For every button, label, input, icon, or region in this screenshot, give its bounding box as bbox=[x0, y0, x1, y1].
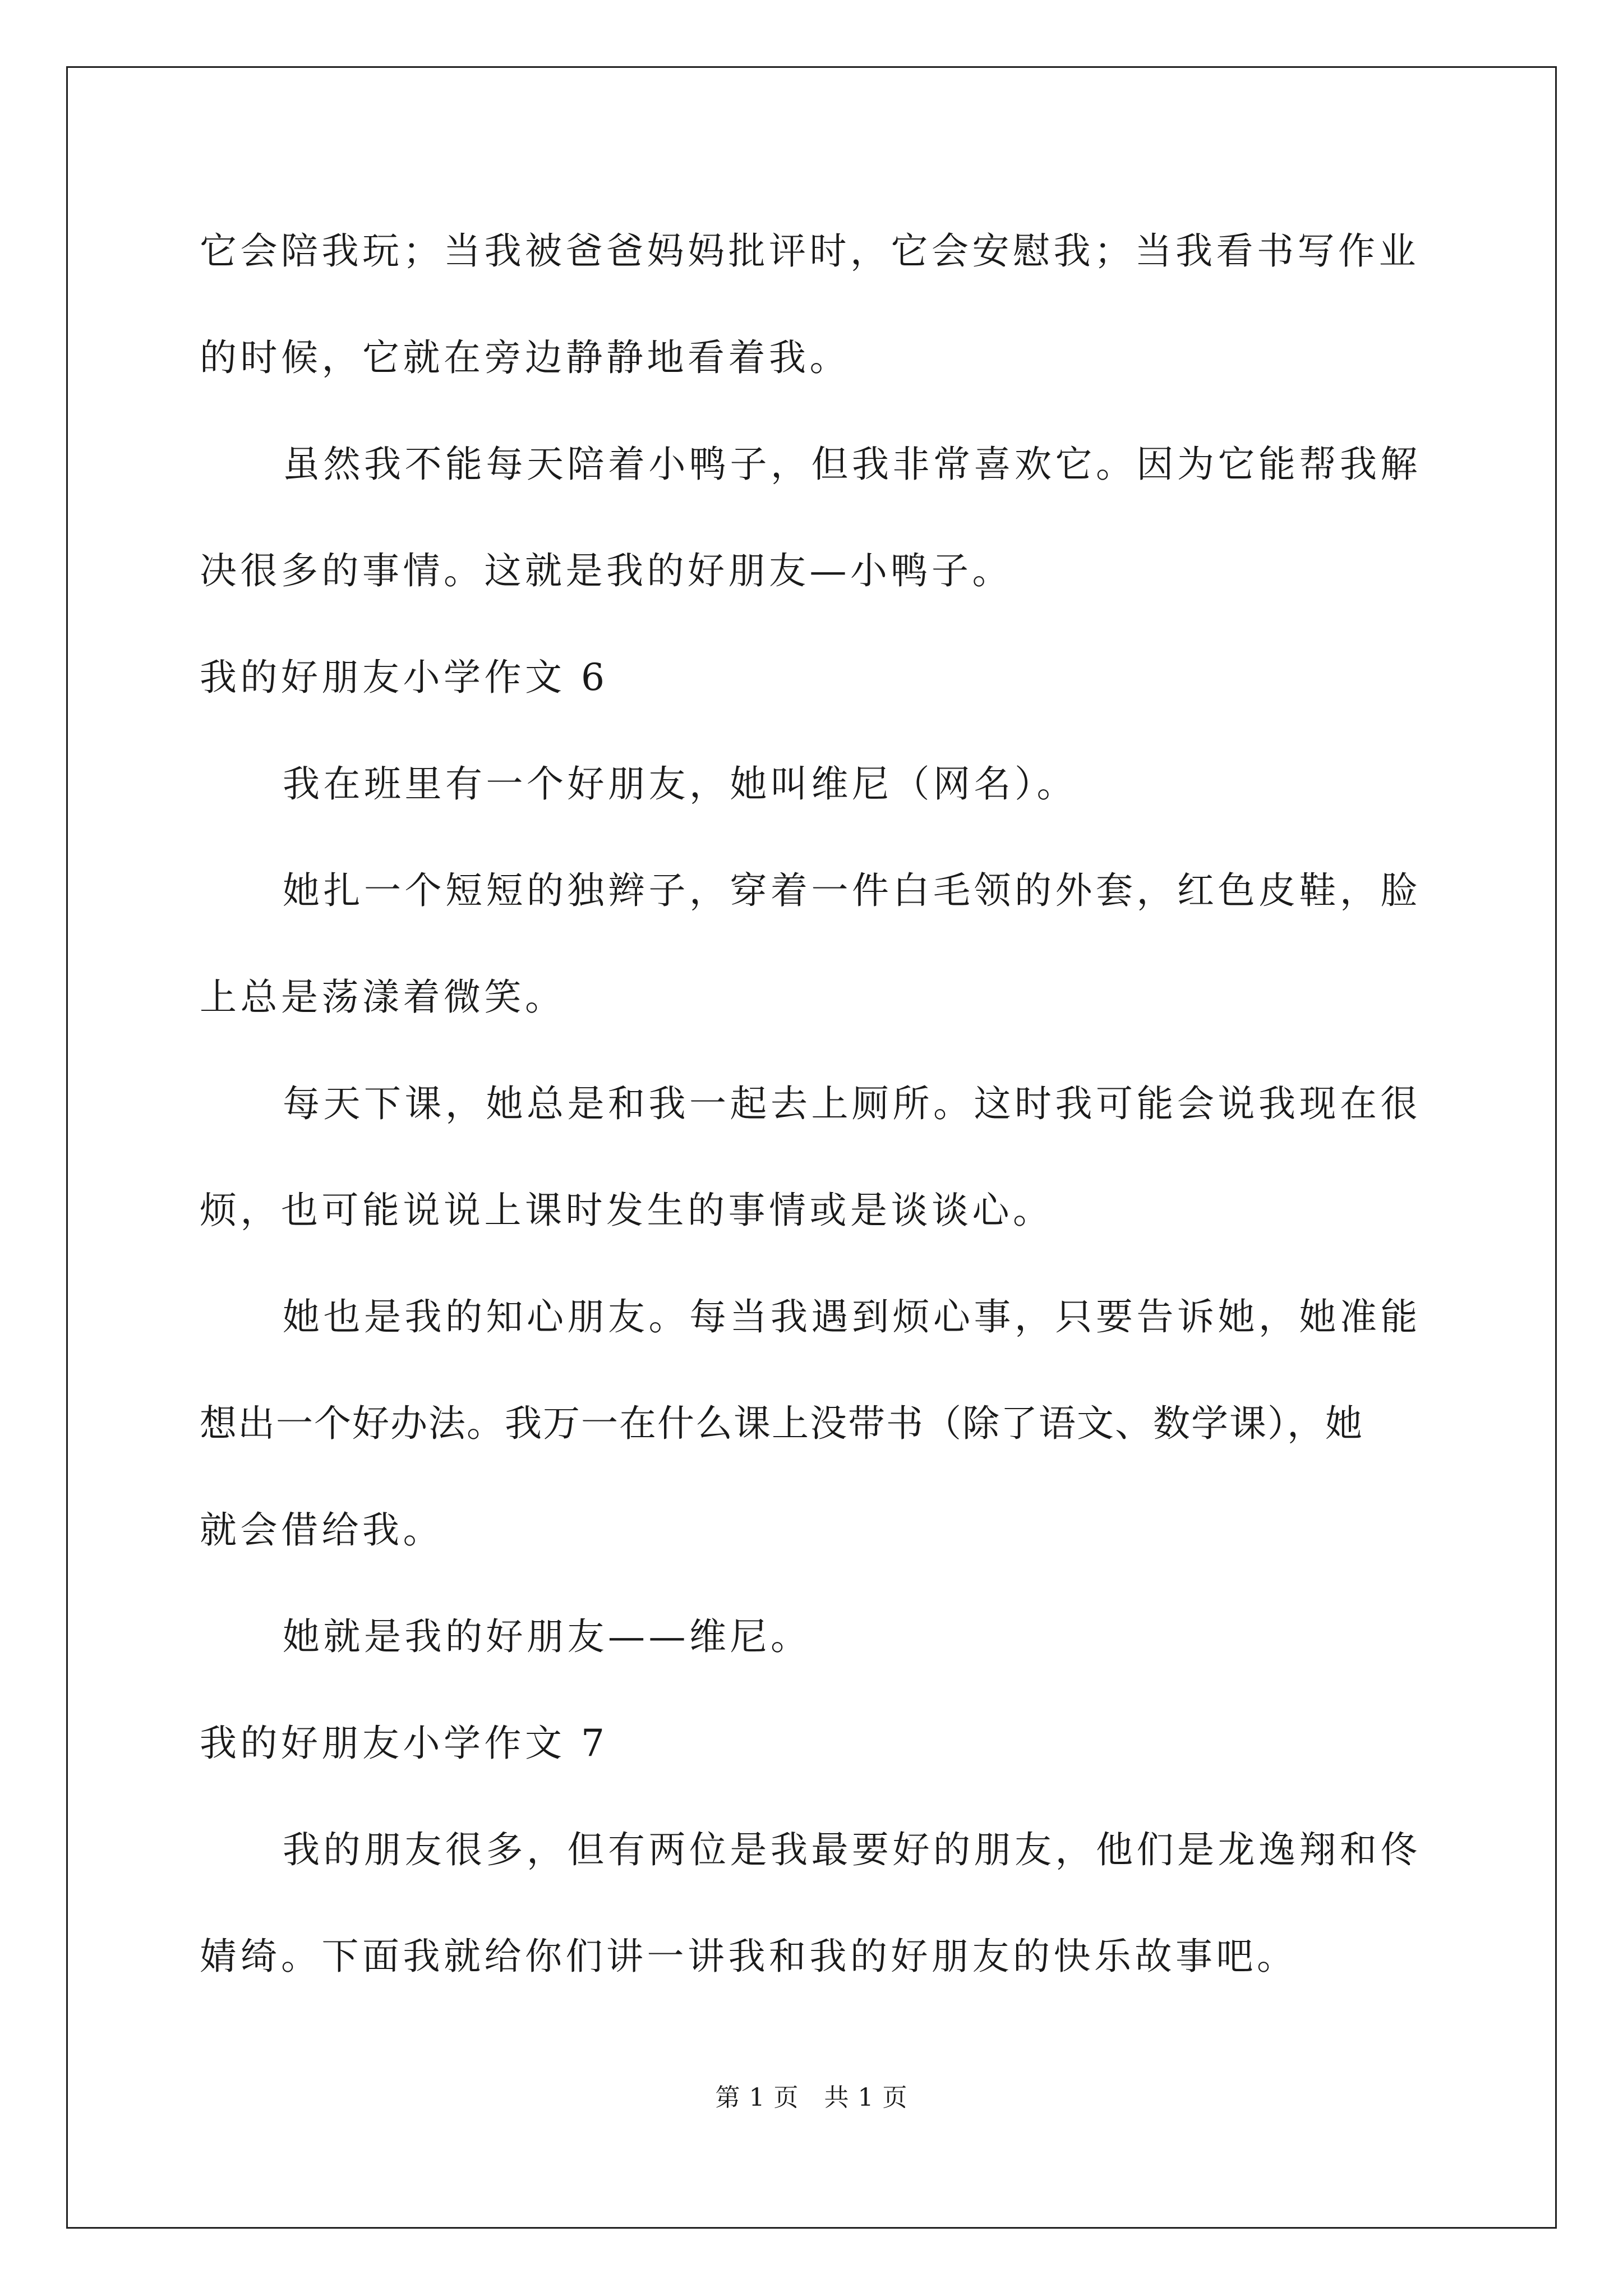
text-line: 决很多的事情。这就是我的好朋友—小鸭子。 bbox=[200, 549, 1013, 592]
text-line: 烦，也可能说说上课时发生的事情或是谈谈心。 bbox=[200, 1189, 1054, 1232]
text-line: 就会借给我。 bbox=[200, 1508, 444, 1552]
section-heading: 我的好朋友小学作文 7 bbox=[200, 1722, 608, 1765]
page-footer: 第 1 页 共 1 页 bbox=[715, 2083, 908, 2112]
section-heading: 我的好朋友小学作文 6 bbox=[200, 656, 608, 699]
paragraph-start: 我在班里有一个好朋友，她叫维尼（网名）。 bbox=[283, 762, 1077, 806]
text-line: 上总是荡漾着微笑。 bbox=[200, 976, 566, 1019]
paragraph-start: 每天下课，她总是和我一起去上厕所。这时我可能会说我现在很 bbox=[283, 1082, 1421, 1125]
text-line: 的时候，它就在旁边静静地看着我。 bbox=[200, 336, 850, 379]
paragraph-start: 虽然我不能每天陪着小鸭子，但我非常喜欢它。因为它能帮我解 bbox=[283, 443, 1421, 486]
paragraph-start: 她扎一个短短的独辫子，穿着一件白毛领的外套，红色皮鞋，脸 bbox=[283, 869, 1421, 912]
text-line: 它会陪我玩；当我被爸爸妈妈批评时，它会安慰我；当我看书写作业 bbox=[200, 229, 1419, 273]
page-border bbox=[66, 66, 1557, 2229]
paragraph-start: 我的朋友很多，但有两位是我最要好的朋友，他们是龙逸翔和佟 bbox=[283, 1828, 1421, 1871]
text-line: 婧绮。下面我就给你们讲一讲我和我的好朋友的快乐故事吧。 bbox=[200, 1935, 1298, 1978]
text-line: 想出一个好办法。我万一在什么课上没带书（除了语文、数学课），她 bbox=[200, 1402, 1363, 1445]
paragraph-start: 她就是我的好朋友——维尼。 bbox=[283, 1615, 811, 1658]
paragraph-start: 她也是我的知心朋友。每当我遇到烦心事，只要告诉她，她准能 bbox=[283, 1295, 1421, 1338]
